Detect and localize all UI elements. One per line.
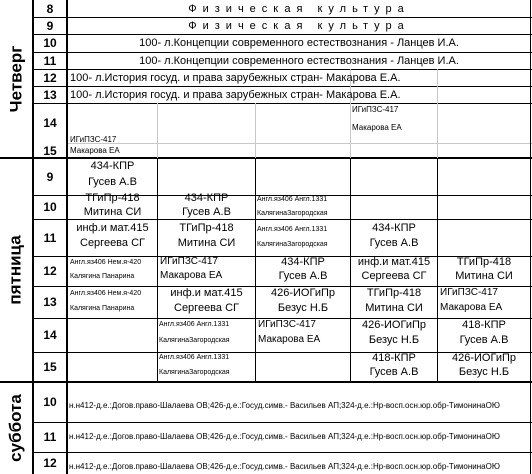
lesson-number: 11: [34, 422, 68, 452]
friday-cell-line1: инф.и мат.415: [170, 288, 243, 299]
lesson-number: 13: [34, 286, 68, 318]
lesson-number: 10: [34, 382, 68, 422]
friday-cell-line1: Англ.яз406 Англ.1331: [159, 321, 230, 328]
day-saturday: [0, 382, 34, 474]
friday-cell-line2: Гусев А.В: [88, 177, 137, 188]
day-thursday: [0, 0, 34, 158]
friday-cell-line1: ТГиПр-418: [179, 223, 234, 234]
lesson-number: 9: [34, 17, 68, 34]
thursday-concepts-2: 100- л.Концепции современного естествознания - Ланцев И.А.: [139, 55, 459, 67]
friday-cell-line1: 434-КПР: [184, 193, 229, 204]
friday-cell-line2: Сергеева СГ: [174, 303, 239, 314]
friday-cell-line2: Сергеева СГ: [80, 238, 145, 249]
friday-cell-line1: инф.и мат.415: [357, 257, 431, 268]
lesson-number: 11: [34, 52, 68, 69]
friday-cell-line2: Макарова ЕА: [160, 271, 223, 281]
friday-cell-line2: Гусев А.В: [369, 367, 419, 378]
friday-cell-line1: 434-КПР: [372, 223, 416, 234]
day-friday: [0, 158, 34, 382]
friday-cell-line2: Митина СИ: [455, 271, 513, 282]
friday-cell-line2: Митина СИ: [83, 207, 142, 218]
friday-cell-line2: КалягинаЗагородская: [159, 369, 230, 376]
friday-cell-line1: ИГиПЗС-417: [160, 257, 218, 267]
friday-cell-line1: ТГиПр-418: [85, 193, 140, 204]
day-thursday-label: Четверг: [6, 45, 25, 113]
thursday-pe-1: Физическая культура: [188, 3, 410, 15]
friday-cell-line1: 426-ИОГиПр: [271, 288, 335, 299]
friday-cell-line1: Англ.яз406 Англ.1331: [159, 354, 230, 361]
thursday-concepts-1: 100- л.Концепции современного естествознания - Ланцев И.А.: [139, 37, 459, 49]
friday-cell-line1: Англ.яз406 Англ.1331: [257, 196, 328, 203]
saturday-r10-text: н.н412-д.е.:Догов.право-Шалаева ОВ;426-д.е.:Госуд.симв.- Васильев АП;324-д.е.:Нр-восп.осн.юр.обр-ТимонинаОЮ: [69, 401, 500, 410]
friday-cell-line1: 426-ИОГиПр: [452, 353, 516, 364]
friday-cell-line1: 434-КПР: [281, 257, 325, 268]
thursday-r15-group: ИГиПЗС-417: [70, 135, 117, 144]
day-friday-label: пятница: [6, 235, 26, 305]
saturday-r11-text: н.н412-д.е.:Догов.право-Шалаева ОВ;426-д.е.:Госуд.симв.- Васильев АП;324-д.е.:Нр-восп.осн.юр.обр-ТимонинаОЮ: [69, 432, 500, 441]
lesson-number: 12: [34, 69, 68, 86]
lesson-number: 14: [34, 318, 68, 352]
friday-cell-line2: Безус Н.Б: [458, 367, 510, 378]
friday-cell-line2: Калягина Панарина: [70, 305, 135, 312]
lesson-number: 8: [34, 0, 68, 17]
lesson-number: 13: [34, 86, 68, 103]
friday-cell-line2: КалягинаЗагородская: [159, 337, 230, 344]
friday-cell-line2: Гусев А.В: [369, 238, 419, 249]
lesson-number: 15: [34, 143, 68, 158]
friday-cell-line1: Англ.яз406 Нем.я-420: [70, 259, 142, 266]
lesson-number: 15: [34, 352, 68, 382]
lesson-number: 12: [34, 452, 68, 474]
lesson-number: 14: [34, 103, 68, 143]
friday-cell-line1: ТГиПр-418: [456, 257, 512, 268]
friday-cell-line2: Гусев А.В: [278, 271, 328, 282]
friday-cell-line1: Англ.яз406 Нем.я-420: [70, 290, 142, 297]
friday-cell-line1: 434-КПР: [90, 161, 135, 172]
friday-cell-line1: 426-ИОГиПр: [362, 320, 426, 331]
friday-cell-line1: 418-КПР: [372, 353, 416, 364]
lesson-number: 11: [34, 219, 68, 256]
friday-cell-line2: Гусев А.В: [459, 335, 509, 346]
friday-cell-line2: Макарова ЕА: [258, 335, 321, 345]
thursday-pe-2: Физическая культура: [188, 20, 410, 32]
lesson-number: 9: [34, 158, 68, 195]
lesson-number: 10: [34, 195, 68, 219]
friday-cell-line2: Безус Н.Б: [277, 303, 329, 314]
friday-cell-line2: Митина СИ: [365, 303, 423, 314]
thursday-history-1: 100- л.История госуд. и права зарубежных стран- Макарова Е.А.: [70, 72, 401, 84]
thursday-r14-group: ИГиПЗС-417: [352, 105, 399, 114]
friday-cell-line1: ТГиПр-418: [366, 288, 422, 299]
thursday-history-2: 100- л.История госуд. и права зарубежных стран- Макарова Е.А.: [70, 89, 401, 101]
friday-cell-line2: Безус Н.Б: [368, 335, 420, 346]
friday-cell-line1: ИГиПЗС-417: [258, 320, 316, 330]
friday-cell-line1: Англ.яз406 Англ.1331: [257, 226, 328, 233]
friday-cell-line2: Сергеева СГ: [361, 271, 427, 282]
friday-cell-line1: 418-КПР: [462, 320, 506, 331]
thursday-r15-teacher: Макарова ЕА: [70, 146, 120, 155]
friday-cell-line2: Гусев А.В: [182, 207, 231, 218]
friday-cell-line2: Макарова ЕА: [440, 303, 503, 313]
day-saturday-label: суббота: [6, 394, 25, 462]
friday-cell-line1: ИГиПЗС-417: [440, 288, 498, 298]
thursday-r14-teacher: Макарова ЕА: [352, 123, 402, 132]
lesson-number: 10: [34, 34, 68, 52]
friday-cell-line2: Митина СИ: [177, 238, 236, 249]
lesson-number: 12: [34, 256, 68, 286]
friday-cell-line1: инф.и мат.415: [76, 223, 149, 234]
friday-cell-line2: КалягинаЗагородская: [257, 210, 328, 217]
saturday-r12-text: н.н412-д.е.:Догов.право-Шалаева ОВ;426-д.е.:Госуд.симв.- Васильев АП;324-д.е.:Нр-восп.осн.юр.обр-ТимонинаОЮ: [69, 462, 500, 471]
friday-cell-line2: КалягинаЗагородская: [257, 241, 328, 248]
friday-cell-line2: Калягина Панарина: [70, 273, 135, 280]
